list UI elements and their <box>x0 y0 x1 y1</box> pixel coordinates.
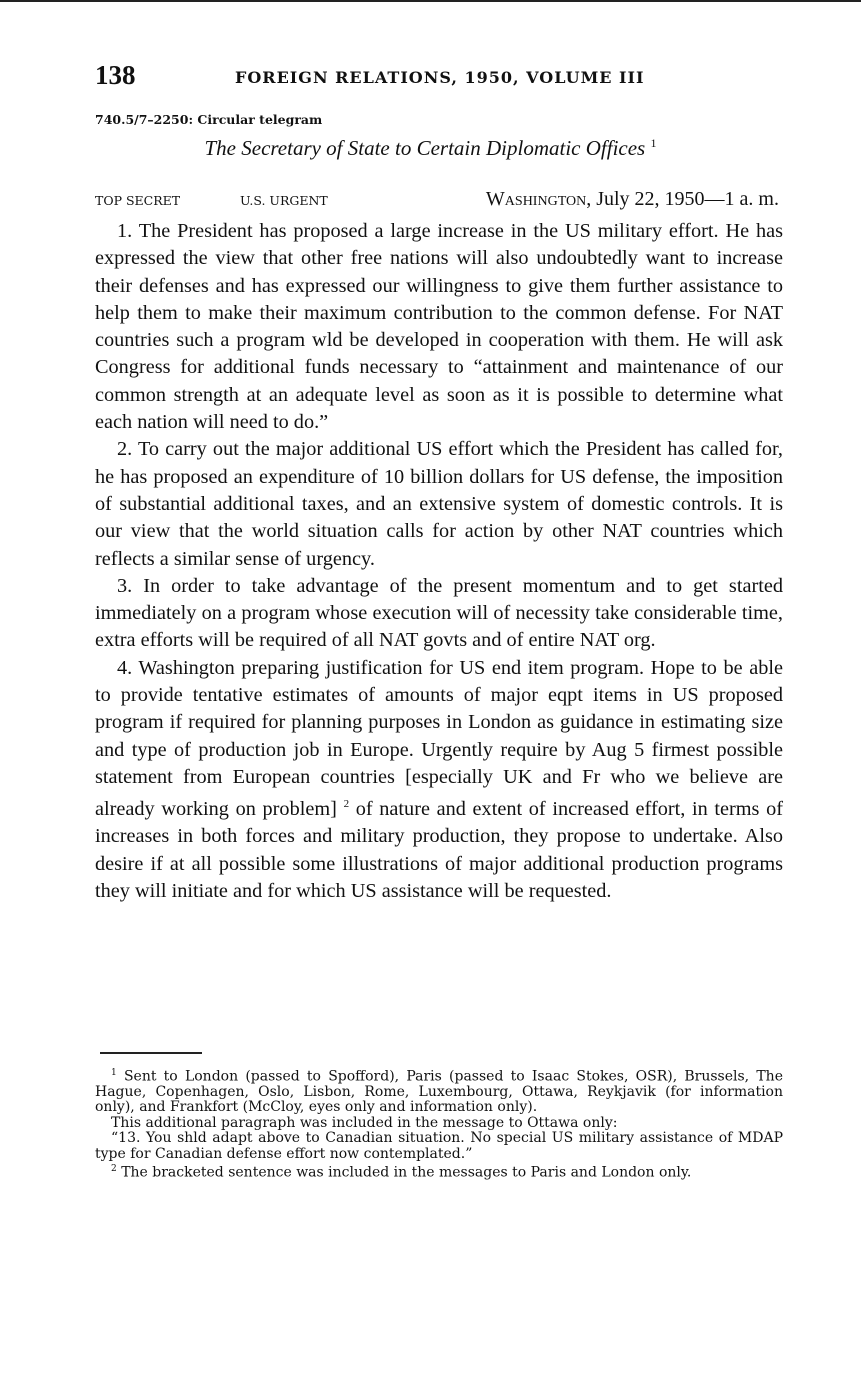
paragraph-4-footnote-marker: 2 <box>343 798 350 811</box>
footnote-1-addendum: This additional paragraph was included in the message to Ottawa only: <box>111 1114 618 1131</box>
page-header <box>95 60 785 94</box>
classification-label: TOP SECRET <box>95 193 181 208</box>
paragraph-4-part-1: 4. Washington preparing justification for US end item program. Hope to be able to provide tentative estimates of amounts of major eqpt items in US proposed program if required for planning purposes in London as guidance in estimating size and type of production job in Europe. Urgently require by Aug 5 firmest possible statement from European countries [especially UK and Fr who we believe are already working on problem] <box>95 656 783 820</box>
paragraph-4 <box>95 655 783 905</box>
footnote-1-marker: 1 <box>111 1068 117 1078</box>
dateline-date: July 22, 1950—1 a. m. <box>591 188 779 210</box>
footnote-1-quote: “13. You shld adapt above to Canadian situation. No special US military assistance of MDAP type for Canadian defense effort now contemplated.” <box>95 1130 783 1162</box>
paragraph-3: 3. In order to take advantage of the present momentum and to get started immediately on a program whose execution will of necessity take considerable time, extra efforts will be required of all NAT govts and of entire NAT org. <box>95 574 783 652</box>
paragraph-2: 2. To carry out the major additional US effort which the President has called for, he has proposed an expenditure of 10 billion dollars for US defense, the imposition of substantial additional taxes, and an extensive system of domestic controls. It is our view that the world situation calls for action by other NAT countries which reflects a similar sense of urgency. <box>95 438 783 570</box>
footnote-1-text: Sent to London (passed to Spofford), Paris (passed to Isaac Stokes, OSR), Brussels, The Hague, Copenhagen, Oslo, Lisbon, Rome, Luxembourg, Ottawa, Reykjavik (for information only), and Frankfort (McCloy, eyes only and information only). <box>95 1068 783 1116</box>
footnotes <box>95 1066 783 1181</box>
dateline-place: Washington, <box>485 188 592 210</box>
footnote-2-text: The bracketed sentence was included in the messages to Paris and London only. <box>121 1164 692 1181</box>
classification-line <box>95 188 785 212</box>
paragraph-1: 1. The President has proposed a large increase in the US military effort. He has expressed the view that other free nations will also undoubtedly want to increase their defenses and has expressed our willingness to give them further assistance to help them to make their maximum contribution to the common defense. For NAT countries such a program wld be developed in cooperation with them. He will ask Congress for additional funds necessary to “attainment and maintenance of our common strength at an adequate level as soon as it is possible to determine what each nation will need to do.” <box>95 220 783 434</box>
telegram-body <box>95 218 783 905</box>
file-reference: 740.5/7–2250: Circular telegram <box>95 112 323 127</box>
page-top-edge <box>0 0 861 2</box>
paragraph-4-part-2: of nature and extent of increased effort, in terms of increases in both forces and military production, they propose to undertake. Also desire if at all possible some illustrations of major additional production programs they will initiate and for which US assistance will be requested. <box>95 798 784 902</box>
urgency-label: U.S. URGENT <box>240 193 328 208</box>
footnote-separator <box>100 1052 202 1054</box>
footnote-2 <box>95 1162 783 1181</box>
dateline <box>486 188 779 211</box>
footnote-2-marker: 2 <box>111 1164 117 1175</box>
page-number: 138 <box>95 60 136 90</box>
document-title-text: The Secretary of State to Certain Diplomatic Offices <box>204 136 646 160</box>
footnote-1 <box>95 1066 783 1116</box>
document-title <box>0 136 861 161</box>
title-footnote-marker: 1 <box>650 136 657 150</box>
running-head: FOREIGN RELATIONS, 1950, VOLUME III <box>235 68 645 87</box>
